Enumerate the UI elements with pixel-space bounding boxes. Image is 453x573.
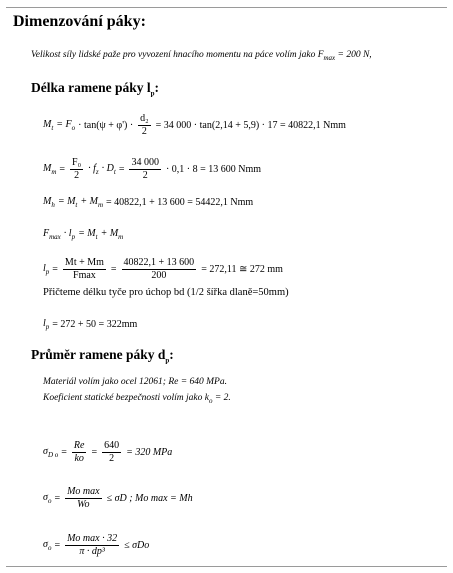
equation-mt: $M_t$ = $F_o$ · tan(ψ + φ') · $\frac{\text{d₂}}{2}$ = 34 000 · tan(2,14 + 5,9) · 17 = 40822,1 Nmm <box>43 113 346 137</box>
equation-mm: $M_m$ = $\frac{\text{F₀}}{2}$ · $f_z$ · $D_t$ = $\frac{34 000}{2}$ · 0,1 · 8 = 13 600 Nmm <box>43 157 262 181</box>
intro-tail: = 200 N, <box>335 50 372 60</box>
section2-title <box>31 347 174 365</box>
bottom-border <box>6 566 447 567</box>
intro-text <box>31 50 372 62</box>
section2-title-colon: : <box>169 347 174 362</box>
section2-title-sub: p <box>165 356 170 365</box>
equation-sigma-do: $\sigma_{D o}$ = $\frac{Re}{ko}$ = $\frac{640}{2}$ = 320 MPa <box>43 440 173 464</box>
top-border <box>6 7 447 8</box>
section1-title-text: Délka ramene páky l <box>31 80 151 95</box>
equation-mh: $M_h$ = $M_t$ + $M_m$ = 40822,1 + 13 600 = 54422,1 Nmm <box>43 196 254 209</box>
material-line: Materiál volím jako ocel 12061; Re = 640 MPa. <box>43 377 227 387</box>
intro-main: Velikost síly lidské paže pro vyvození hnacího momentu na páce volím jako F <box>31 50 324 60</box>
equation-fmax: $F_{max}$ · $l_p$ = $M_t$ + $M_m$ <box>43 228 124 241</box>
section1-title <box>31 80 159 98</box>
page-title: Dimenzování páky: <box>13 13 146 30</box>
section2-title-text: Průměr ramene páky d <box>31 347 166 362</box>
equation-lp-total: $l_p$ = 272 + 50 = 322mm <box>43 318 138 331</box>
intro-sub: max <box>323 53 336 62</box>
section1-title-sub: p <box>150 89 155 98</box>
section1-title-colon: : <box>154 80 160 95</box>
equation-sigma-o: $\sigma_o$ = $\frac{\text{Mo max}}{Wo}$ ≤ σD ; Mo max = Mh <box>43 486 193 510</box>
equation-sigma-o-dp: $\sigma_o$ = $\frac{\text{Mo max · 32}}{\text{π · dp³}}$ ≤ σDo <box>43 533 150 557</box>
safety-factor-line: Koeficient statické bezpečnosti volím jako $k_o = 2$. <box>43 393 231 405</box>
equation-lp: $l_p$ = $\frac{Mt + Mm}{Fmax}$ = $\frac{40822,1 + 13 600}{200}$ = 272,11 ≅ 272 mm <box>43 257 283 281</box>
note-grip-length: Přičteme délku tyče pro úchop bd (1/2 šířka dlaně=50mm) <box>43 287 289 298</box>
